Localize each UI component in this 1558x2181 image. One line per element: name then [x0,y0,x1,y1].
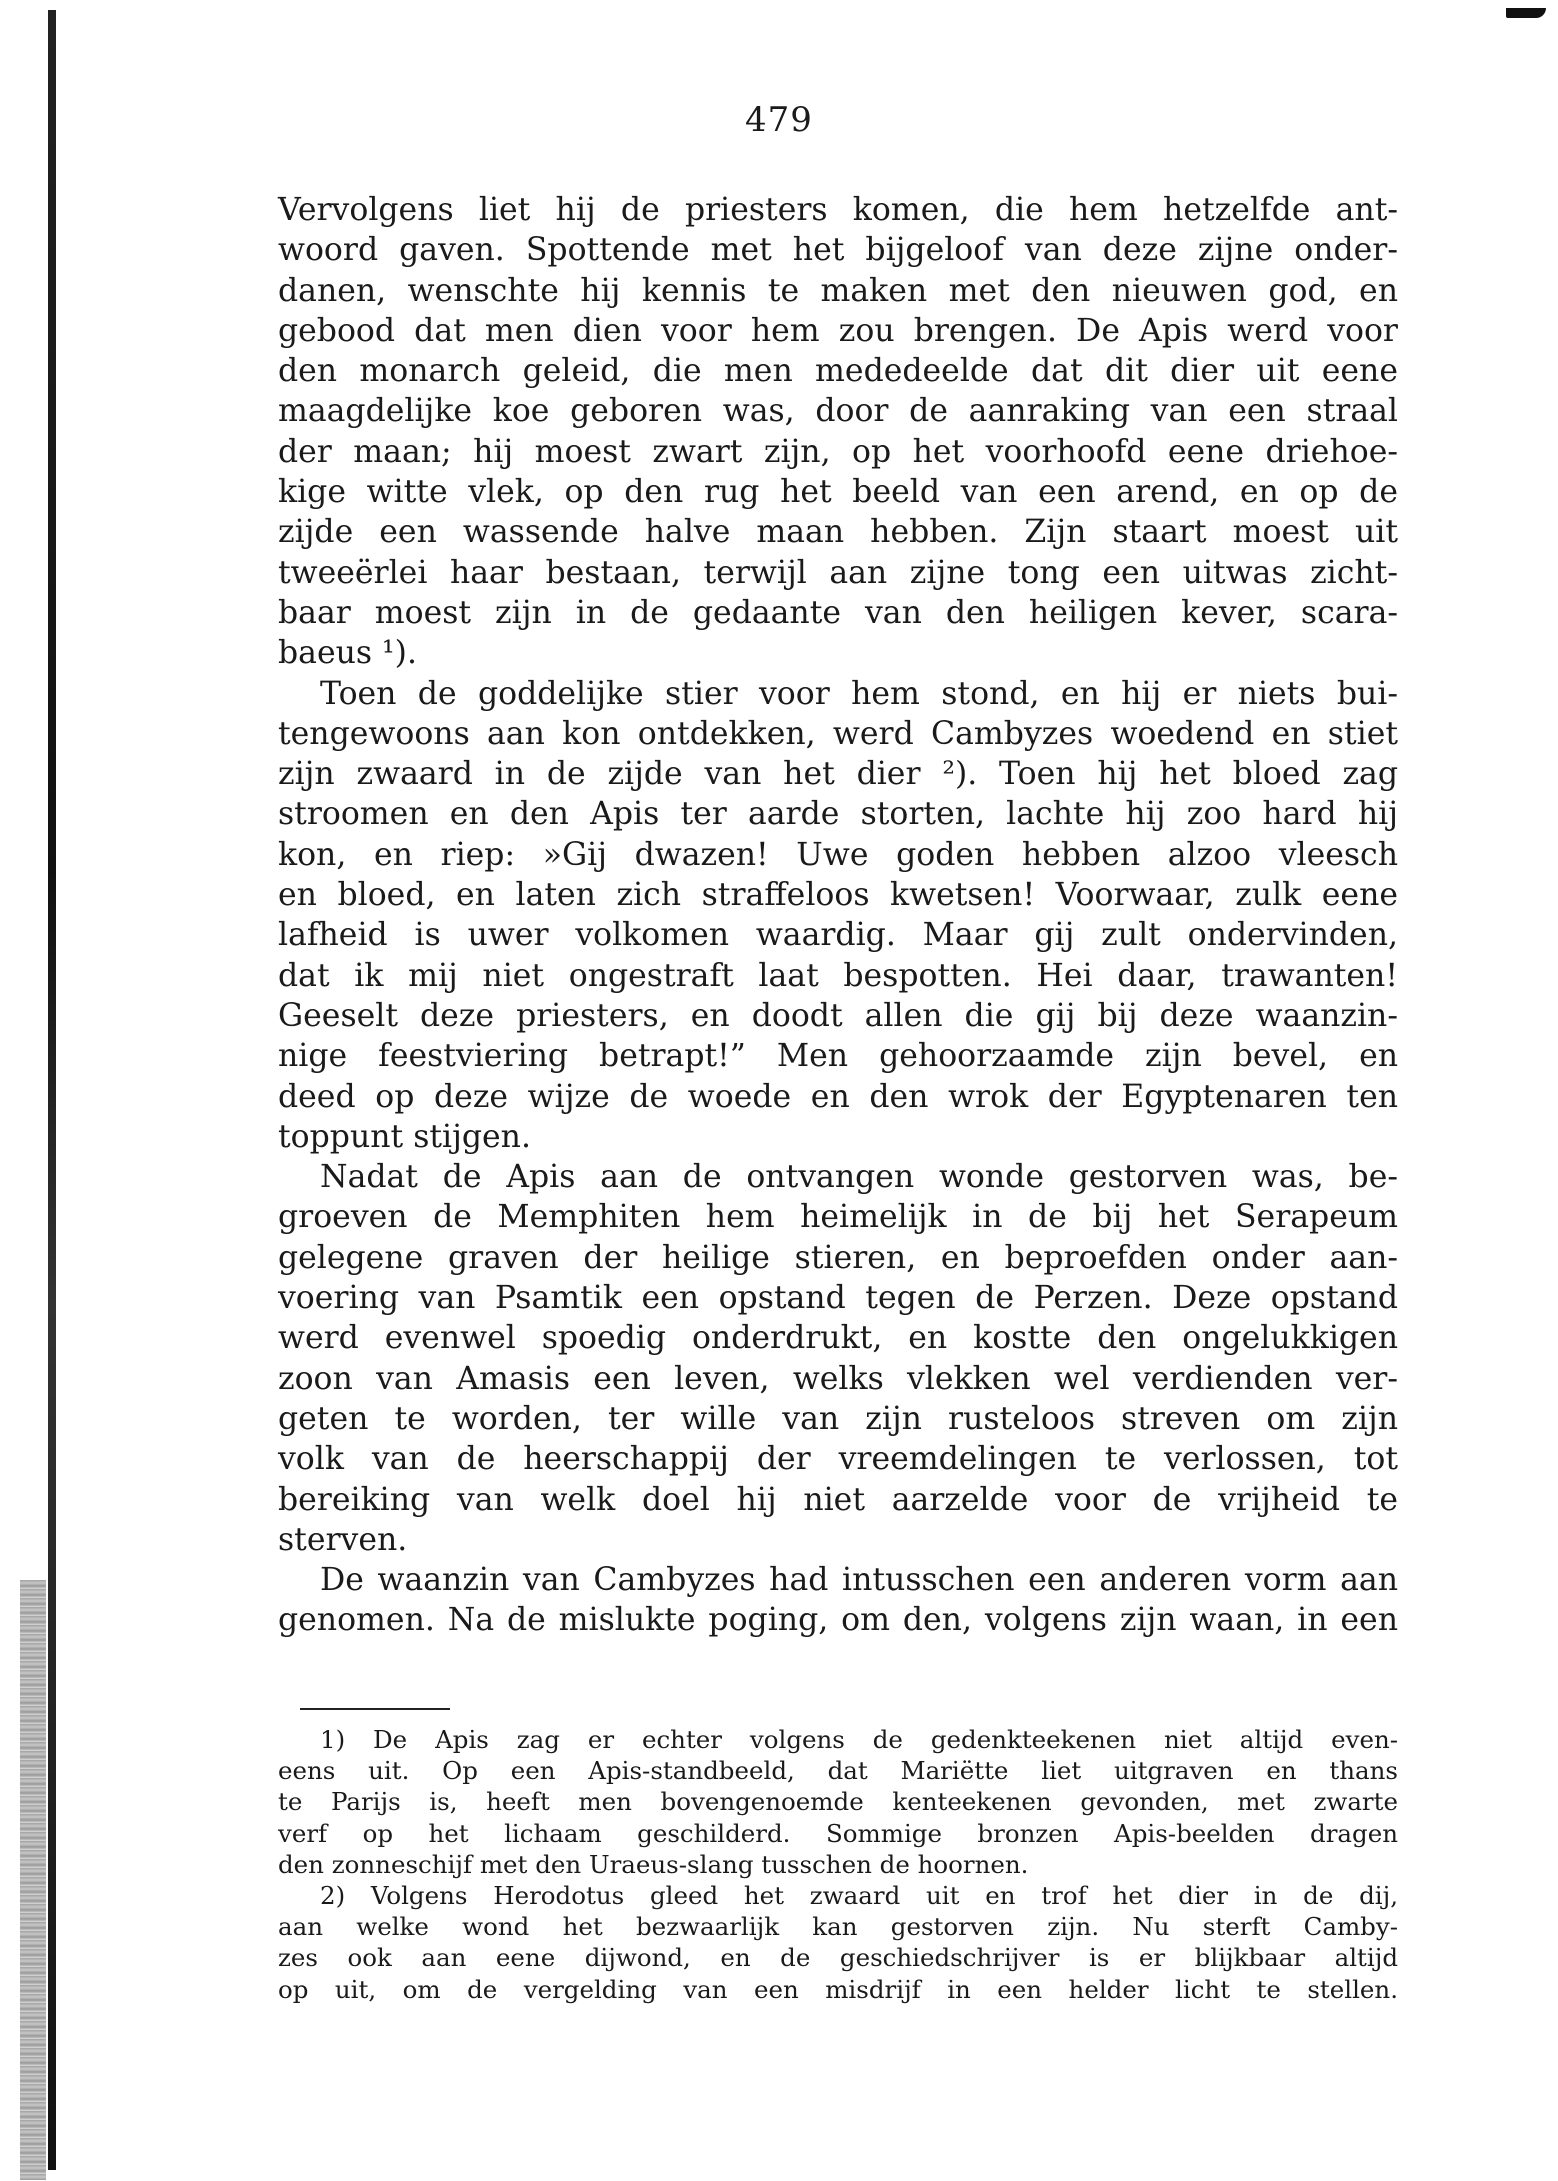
footnote-line: zes ook aan eene dijwond, en de geschiedschrijver is er blijkbaar altijd [278,1943,1398,1973]
text-line: voering van Psamtik een opstand tegen de Perzen. Deze opstand [278,1280,1398,1317]
scan-corner-mark [1506,8,1546,18]
text-line: stroomen en den Apis ter aarde storten, lachte hij zoo hard hij [278,796,1398,833]
text-line: der maan; hij moest zwart zijn, op het voorhoofd eene driehoe- [278,433,1398,470]
text-line: den monarch geleid, die men mededeelde dat dit dier uit eene [278,353,1398,390]
text-line: genomen. Na de mislukte poging, om den, volgens zijn waan, in een [278,1602,1398,1639]
scan-binding-edge [0,0,70,2181]
text-line: gebood dat men dien voor hem zou brengen. De Apis werd voor [278,312,1398,349]
text-line: toppunt stijgen. [278,1118,531,1155]
text-line: Vervolgens liet hij de priesters komen, die hem hetzelfde ant- [278,192,1398,228]
text-line: deed op deze wijze de woede en den wrok der Egyptenaren ten [278,1078,1398,1115]
paragraph-2 [278,674,1398,1158]
text-line: maagdelijke koe geboren was, door de aanraking van een straal [278,393,1398,430]
page-number: 479 [745,100,813,140]
text-line: De waanzin van Cambyzes had intusschen een anderen vorm aan [320,1562,1398,1599]
footnote-1 [278,1724,1398,1880]
text-line: zijde een wassende halve maan hebben. Zijn staart moest uit [278,514,1398,551]
text-line: en bloed, en laten zich straffeloos kwetsen! Voorwaar, zulk eene [278,877,1398,914]
text-line: geten te worden, ter wille van zijn rusteloos streven om zijn [278,1400,1398,1437]
paragraph-4 [278,1560,1398,1641]
text-line: Toen de goddelijke stier voor hem stond, en hij er niets bui- [320,675,1398,712]
text-line: Geeselt deze priesters, en doodt allen die gij bij deze waanzin- [278,997,1398,1034]
footnote-line: eens uit. Op een Apis-standbeeld, dat Mariëtte liet uitgraven en thans [278,1756,1398,1786]
text-line: zijn zwaard in de zijde van het dier ²). Toen hij het bloed zag [278,756,1398,793]
footnote-line: te Parijs is, heeft men bovengenoemde kenteekenen gevonden, met zwarte [278,1787,1398,1817]
text-line: lafheid is uwer volkomen waardig. Maar gij zult ondervinden, [278,917,1398,954]
text-line: werd evenwel spoedig onderdrukt, en kostte den ongelukkigen [278,1320,1398,1357]
footnotes [278,1724,1398,2005]
footnote-divider [300,1708,450,1710]
text-line: tweeërlei haar bestaan, terwijl aan zijne tong een uitwas zicht- [278,554,1398,591]
text-line: bereiking van welk doel hij niet aarzelde voor de vrijheid te [278,1481,1398,1518]
text-line: Nadat de Apis aan de ontvangen wonde gestorven was, be- [320,1159,1398,1196]
text-line: dat ik mij niet ongestraft laat bespotten. Hei daar, trawanten! [278,957,1398,994]
paragraph-1 [278,190,1398,674]
footnote-line: 2) Volgens Herodotus gleed het zwaard uit en trof het dier in de dij, [320,1881,1398,1911]
footnote-line: 1) De Apis zag er echter volgens de gedenkteekenen niet altijd even- [320,1725,1398,1754]
footnote-line: op uit, om de vergelding van een misdrijf in een helder licht te stellen. [278,1974,1398,2004]
footnote-line: den zonneschijf met den Uraeus-slang tusschen de hoornen. [278,1849,1029,1879]
binding-shadow [48,10,56,2170]
footnote-line: verf op het lichaam geschilderd. Sommige bronzen Apis-beelden dragen [278,1818,1398,1848]
binding-speckle [20,1580,46,2180]
text-line: danen, wenschte hij kennis te maken met den nieuwen god, en [278,272,1398,309]
text-line: nige feestviering betrapt!” Men gehoorzaamde zijn bevel, en [278,1038,1398,1075]
text-line: groeven de Memphiten hem heimelijk in de bij het Serapeum [278,1199,1398,1236]
text-line: tengewoons aan kon ontdekken, werd Cambyzes woedend en stiet [278,715,1398,752]
body-text [278,190,1398,1641]
text-line: volk van de heerschappij der vreemdelingen te verlossen, tot [278,1441,1398,1478]
text-line: kon, en riep: »Gij dwazen! Uwe goden hebben alzoo vleesch [278,836,1398,873]
footnote-line: aan welke wond het bezwaarlijk kan gestorven zijn. Nu sterft Camby- [278,1912,1398,1942]
text-line: kige witte vlek, op den rug het beeld van een arend, en op de [278,474,1398,511]
text-line: baar moest zijn in de gedaante van den heiligen kever, scara- [278,594,1398,631]
text-line: gelegene graven der heilige stieren, en beproefden onder aan- [278,1239,1398,1276]
text-line: zoon van Amasis een leven, welks vlekken wel verdienden ver- [278,1360,1398,1397]
text-line: sterven. [278,1521,408,1558]
text-line: woord gaven. Spottende met het bijgeloof van deze zijne onder- [278,232,1398,269]
paragraph-3 [278,1157,1398,1560]
footnote-2 [278,1880,1398,2005]
text-line: baeus ¹). [278,635,417,672]
